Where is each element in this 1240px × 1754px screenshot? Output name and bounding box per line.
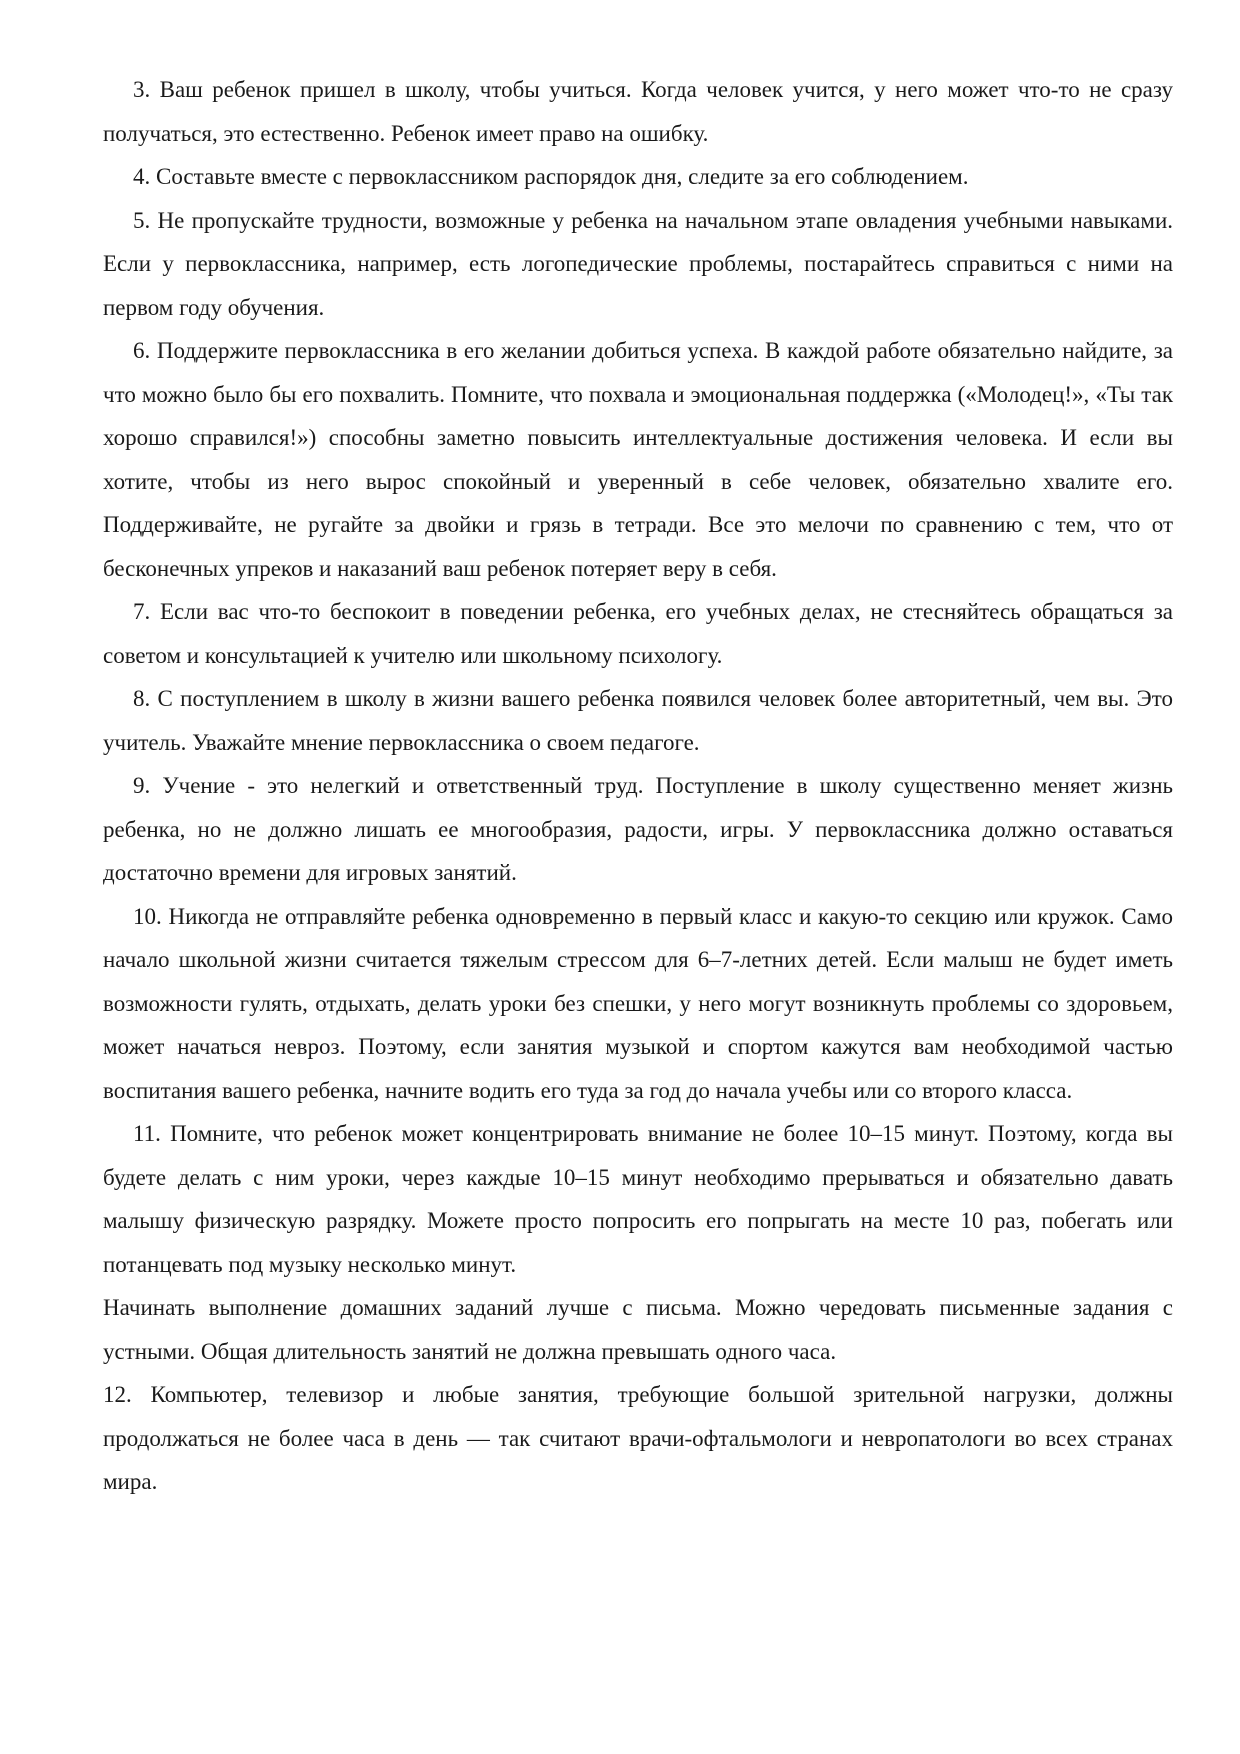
- paragraph-item-4: 4. Составьте вместе с первоклассником распорядок дня, следите за его соблюдением.: [133, 164, 969, 189]
- paragraph-item-6: 6. Поддержите первоклассника в его желании добиться успеха. В каждой работе обязательно найдите, за что можно было бы его похвалить. Помните, что похвала и эмоциональная поддержка («Молодец!», «Ты так хорошо справился!») способны заметно повысить интеллектуальные достижения человека. И если вы хотите, чтобы из него вырос спокойный и уверенный в себе человек, обязательно хвалите его. Поддерживайте, не ругайте за двойки и грязь в тетради. Все это мелочи по сравнению с тем, что от бесконечных упреков и наказаний ваш ребенок потеряет веру в себя.: [103, 338, 1173, 581]
- paragraph-item-3: 3. Ваш ребенок пришел в школу, чтобы учиться. Когда человек учится, у него может что-то не сразу получаться, это естественно. Ребенок имеет право на ошибку.: [103, 77, 1173, 146]
- paragraph-item-8: 8. С поступлением в школу в жизни вашего ребенка появился человек более авторитетный, чем вы. Это учитель. Уважайте мнение первоклассника о своем педагоге.: [103, 686, 1173, 755]
- document-body: [103, 68, 1173, 1504]
- paragraph-item-11: 11. Помните, что ребенок может концентрировать внимание не более 10–15 минут. Поэтому, когда вы будете делать с ним уроки, через каждые 10–15 минут необходимо прерываться и обязательно давать малышу физическую разрядку. Можете просто попросить его попрыгать на месте 10 раз, побегать или потанцевать под музыку несколько минут.: [103, 1121, 1173, 1277]
- paragraph-item-12: 12. Компьютер, телевизор и любые занятия, требующие большой зрительной нагрузки, должны продолжаться не более часа в день — так считают врачи-офтальмологи и невропатологи во всех странах мира.: [103, 1382, 1173, 1494]
- paragraph-homework-note: Начинать выполнение домашних заданий лучше с письма. Можно чередовать письменные задания с устными. Общая длительность занятий не должна превышать одного часа.: [103, 1295, 1173, 1364]
- paragraph-item-10: 10. Никогда не отправляйте ребенка одновременно в первый класс и какую-то секцию или кружок. Само начало школьной жизни считается тяжелым стрессом для 6–7-летних детей. Если малыш не будет иметь возможности гулять, отдыхать, делать уроки без спешки, у него могут возникнуть проблемы со здоровьем, может начаться невроз. Поэтому, если занятия музыкой и спортом кажутся вам необходимой частью воспитания вашего ребенка, начните водить его туда за год до начала учебы или со второго класса.: [103, 903, 1173, 1103]
- paragraph-item-5: 5. Не пропускайте трудности, возможные у ребенка на начальном этапе овладения учебными навыками. Если у первоклассника, например, есть логопедические проблемы, постарайтесь справиться с ними на первом году обучения.: [103, 207, 1173, 320]
- paragraph-item-9: 9. Учение - это нелегкий и ответственный труд. Поступление в школу существенно меняет жизнь ребенка, но не должно лишать ее многообразия, радости, игры. У первоклассника должно оставаться достаточно времени для игровых занятий.: [103, 773, 1173, 885]
- paragraph-item-7: 7. Если вас что-то беспокоит в поведении ребенка, его учебных делах, не стесняйтесь обращаться за советом и консультацией к учителю или школьному психологу.: [103, 599, 1173, 668]
